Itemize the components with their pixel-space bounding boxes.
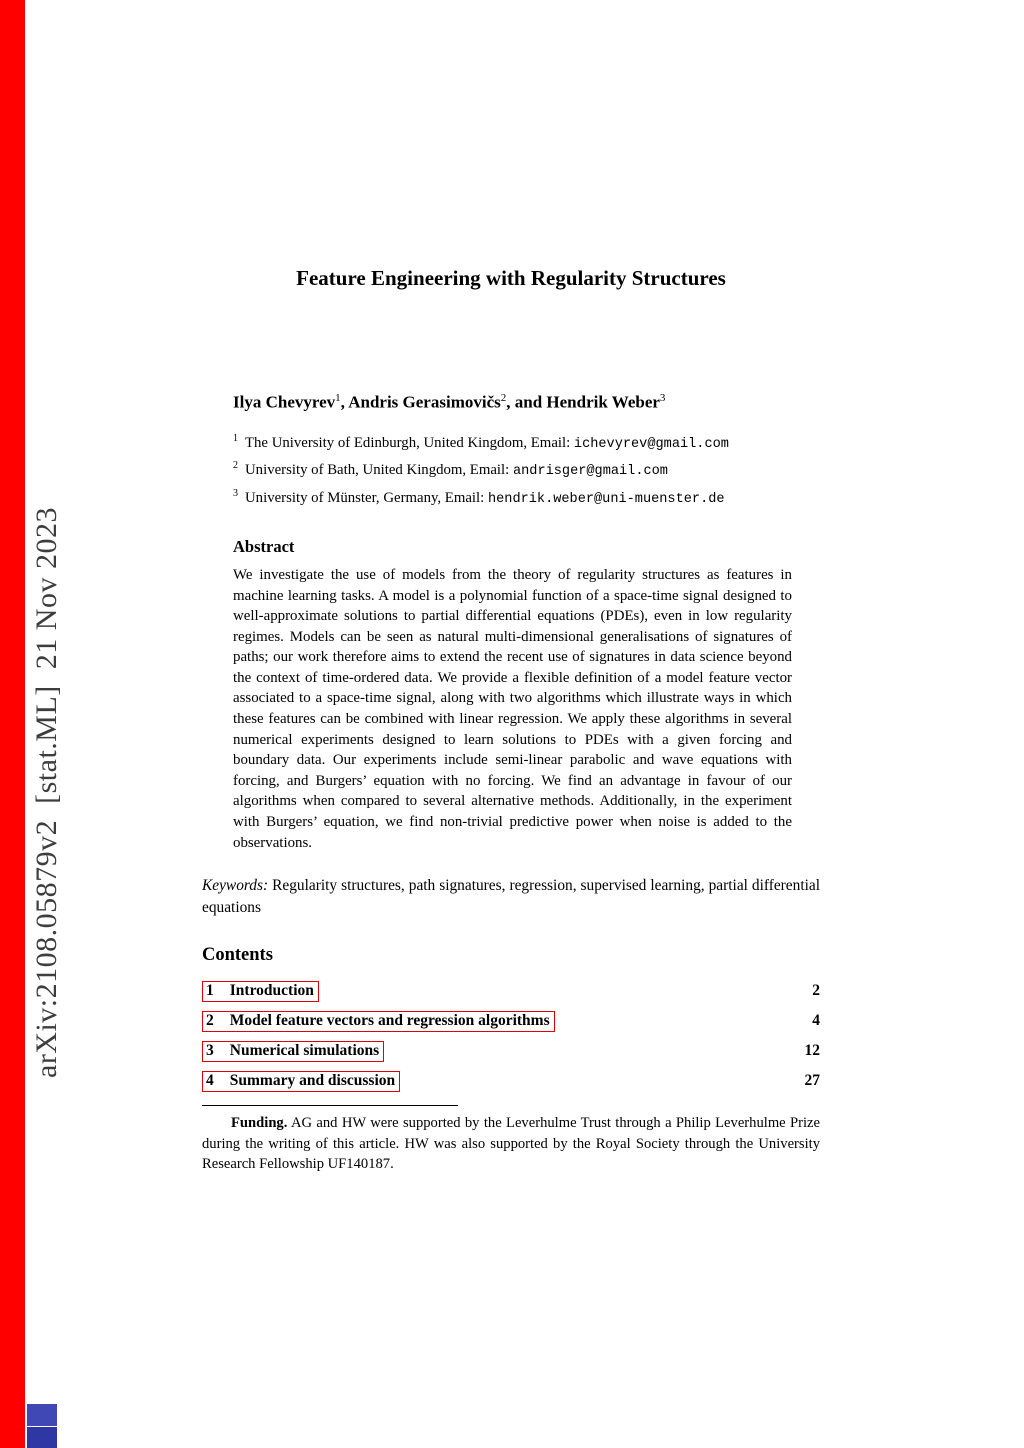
toc-section-title: Summary and discussion bbox=[229, 1072, 396, 1090]
toc-page-number: 4 bbox=[812, 1012, 820, 1030]
toc-section-number: 4 bbox=[206, 1072, 214, 1090]
toc-item-numerical-simulations[interactable] bbox=[202, 1041, 820, 1062]
toc-section-number: 1 bbox=[206, 982, 214, 1000]
toc-item-introduction[interactable] bbox=[202, 981, 820, 1002]
affiliation-text: The University of Edinburgh, United Kingdom, Email: bbox=[245, 434, 574, 451]
abstract-heading: Abstract bbox=[233, 536, 295, 556]
bottom-left-artifact bbox=[27, 1404, 57, 1426]
paper-content bbox=[202, 0, 820, 1174]
funding-footnote bbox=[202, 1113, 820, 1174]
author-name: Ilya Chevyrev bbox=[233, 392, 336, 412]
toc-link-box[interactable] bbox=[202, 1041, 384, 1062]
affiliation-text: University of Bath, United Kingdom, Email: bbox=[245, 462, 513, 478]
author-name: , and Hendrik Weber bbox=[506, 392, 660, 412]
toc-section-title: Model feature vectors and regression algorithms bbox=[229, 1012, 550, 1030]
contents-heading: Contents bbox=[202, 945, 273, 966]
funding-label: Funding. bbox=[231, 1115, 288, 1132]
affiliation-text: University of Münster, Germany, Email: bbox=[245, 489, 488, 506]
affiliation-email-link[interactable]: andrisger@gmail.com bbox=[512, 464, 668, 479]
keywords-text: Regularity structures, path signatures, regression, supervised learning, partial differential equations bbox=[202, 877, 820, 916]
toc-page-number: 27 bbox=[804, 1072, 820, 1090]
table-of-contents bbox=[202, 981, 820, 1092]
affiliation-row bbox=[233, 483, 792, 510]
bottom-left-artifact bbox=[27, 1427, 57, 1448]
affiliation-number: 3 bbox=[233, 487, 238, 499]
arxiv-watermark: arXiv:2108.05879v2 [stat.ML] 21 Nov 2023 bbox=[30, 507, 63, 1078]
affiliation-row bbox=[233, 428, 792, 455]
abstract-body: We investigate the use of models from the theory of regularity structures as features in machine learning tasks. A model is a polynomial function of a space-time signal designed to well-approximate solutions to partial differential equations (PDEs), even in low regularity regimes. Models can be seen as natural multi-dimensional generalisations of signatures of paths; our work therefore aims to extend the recent use of signatures in data science beyond the context of time-ordered data. We provide a flexible definition of a model feature vector associated to a space-time signal, along with two algorithms which illustrate ways in which these features can be combined with linear regression. We apply these algorithms in several numerical experiments designed to learn solutions to PDEs with a given forcing and boundary data. Our experiments include semi-linear parabolic and wave equations with forcing, and Burgers’ equation with no forcing. We find an advantage in favour of our algorithms when compared to several alternative methods. Additionally, in the experiment with Burgers’ equation, we find non-trivial predictive power when noise is added to the observations. bbox=[233, 566, 792, 851]
authors-line bbox=[233, 392, 792, 413]
affiliation-email-link[interactable]: hendrik.weber@uni-muenster.de bbox=[487, 491, 725, 507]
affiliation-email-link[interactable]: ichevyrev@gmail.com bbox=[573, 436, 729, 452]
author-affmark: 1 bbox=[335, 392, 341, 404]
footnote-rule bbox=[202, 1105, 458, 1106]
affiliation-row bbox=[233, 455, 792, 482]
paper-title: Feature Engineering with Regularity Structures bbox=[296, 266, 726, 290]
toc-page-number: 2 bbox=[812, 982, 820, 1000]
toc-section-number: 2 bbox=[206, 1012, 214, 1030]
author-affmark: 2 bbox=[500, 392, 507, 404]
titlepage-block bbox=[233, 392, 792, 853]
affiliation-number: 2 bbox=[233, 460, 238, 472]
affiliations bbox=[233, 428, 792, 510]
keywords-line bbox=[202, 875, 820, 918]
toc-page-number: 12 bbox=[804, 1042, 820, 1060]
toc-link-box[interactable] bbox=[202, 1071, 400, 1092]
toc-section-number: 3 bbox=[206, 1042, 214, 1060]
keywords-label: Keywords: bbox=[202, 877, 269, 895]
author-affmark: 3 bbox=[659, 392, 666, 404]
funding-text: AG and HW were supported by the Leverhulme Trust through a Philip Leverhulme Prize during the writing of this article. HW was also supported by the Royal Society through the University Research Fellowship UF140187. bbox=[202, 1115, 820, 1173]
toc-section-title: Introduction bbox=[229, 982, 314, 1000]
affiliation-number: 1 bbox=[233, 432, 238, 444]
toc-item-summary-discussion[interactable] bbox=[202, 1071, 820, 1092]
toc-link-box[interactable] bbox=[202, 981, 319, 1002]
toc-item-model-feature-vectors[interactable] bbox=[202, 1011, 820, 1032]
left-red-stripe bbox=[0, 0, 25, 1448]
author-name: , Andris Gerasimovičs bbox=[340, 392, 501, 412]
toc-section-title: Numerical simulations bbox=[229, 1042, 380, 1060]
toc-link-box[interactable] bbox=[202, 1011, 555, 1032]
